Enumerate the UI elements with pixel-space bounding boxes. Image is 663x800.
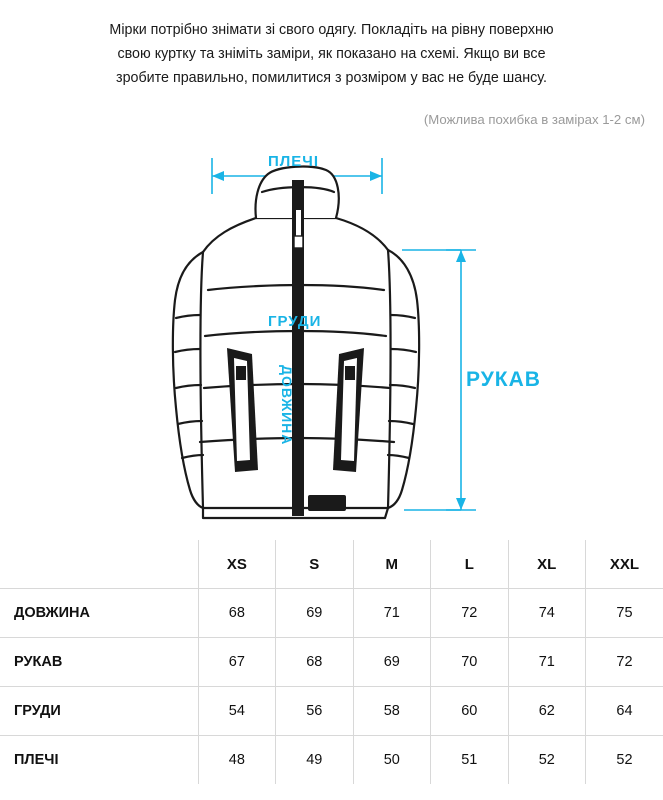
cell-sleeve-l: 70 [431,638,508,687]
size-header-xl: XL [508,540,585,589]
size-header-m: M [353,540,430,589]
size-header-s: S [276,540,353,589]
row-label-sleeve: РУКАВ [0,638,198,687]
table-corner-cell [0,540,198,589]
cell-shoulders-xxl: 52 [586,736,663,785]
sleeve-arrow-head-top [456,250,466,262]
jacket-illustration [0,140,663,540]
center-zipper [292,180,304,516]
cell-length-xs: 68 [198,589,275,638]
cell-shoulders-xl: 52 [508,736,585,785]
table-row [0,589,663,638]
label-chest: ГРУДИ [268,313,322,330]
shoulders-arrow-head-left [212,171,224,181]
cell-sleeve-xxl: 72 [586,638,663,687]
cell-length-s: 69 [276,589,353,638]
label-shoulders: ПЛЕЧІ [268,153,320,170]
label-length: ДОВЖИНА [279,365,295,446]
size-header-l: L [431,540,508,589]
cell-length-xl: 74 [508,589,585,638]
size-header-xxl: XXL [586,540,663,589]
brand-patch [308,495,346,511]
cell-length-xxl: 75 [586,589,663,638]
instructions-text [0,18,663,90]
label-sleeve: РУКАВ [466,368,541,391]
shoulders-arrow-head-right [370,171,382,181]
row-label-shoulders: ПЛЕЧІ [0,736,198,785]
instructions-line-3: зробите правильно, помилитися з розміром у вас не буде шансу. [116,70,547,86]
cell-sleeve-xs: 67 [198,638,275,687]
cell-shoulders-s: 49 [276,736,353,785]
cell-chest-l: 60 [431,687,508,736]
sleeve-arrow-head-bottom [456,498,466,510]
cell-sleeve-m: 69 [353,638,430,687]
cell-length-l: 72 [431,589,508,638]
cell-shoulders-l: 51 [431,736,508,785]
jacket-measurement-diagram [0,140,663,540]
cell-sleeve-s: 68 [276,638,353,687]
cell-sleeve-xl: 71 [508,638,585,687]
cell-chest-xxl: 64 [586,687,663,736]
cell-shoulders-m: 50 [353,736,430,785]
cell-chest-m: 58 [353,687,430,736]
table-row [0,638,663,687]
row-label-chest: ГРУДИ [0,687,198,736]
cell-chest-xl: 62 [508,687,585,736]
cell-length-m: 71 [353,589,430,638]
table-row [0,736,663,785]
size-header-xs: XS [198,540,275,589]
instructions-line-2: свою куртку та зніміть заміри, як показано на схемі. Якщо ви все [117,46,546,62]
table-header-row [0,540,663,589]
size-table [0,540,663,784]
cell-chest-s: 56 [276,687,353,736]
cell-shoulders-xs: 48 [198,736,275,785]
cell-chest-xs: 54 [198,687,275,736]
measurement-tolerance-note: (Можлива похибка в замірах 1-2 см) [423,112,645,127]
table-row [0,687,663,736]
instructions-line-1: Мірки потрібно знімати зі свого одягу. Покладіть на рівну поверхню [109,22,554,38]
row-label-length: ДОВЖИНА [0,589,198,638]
